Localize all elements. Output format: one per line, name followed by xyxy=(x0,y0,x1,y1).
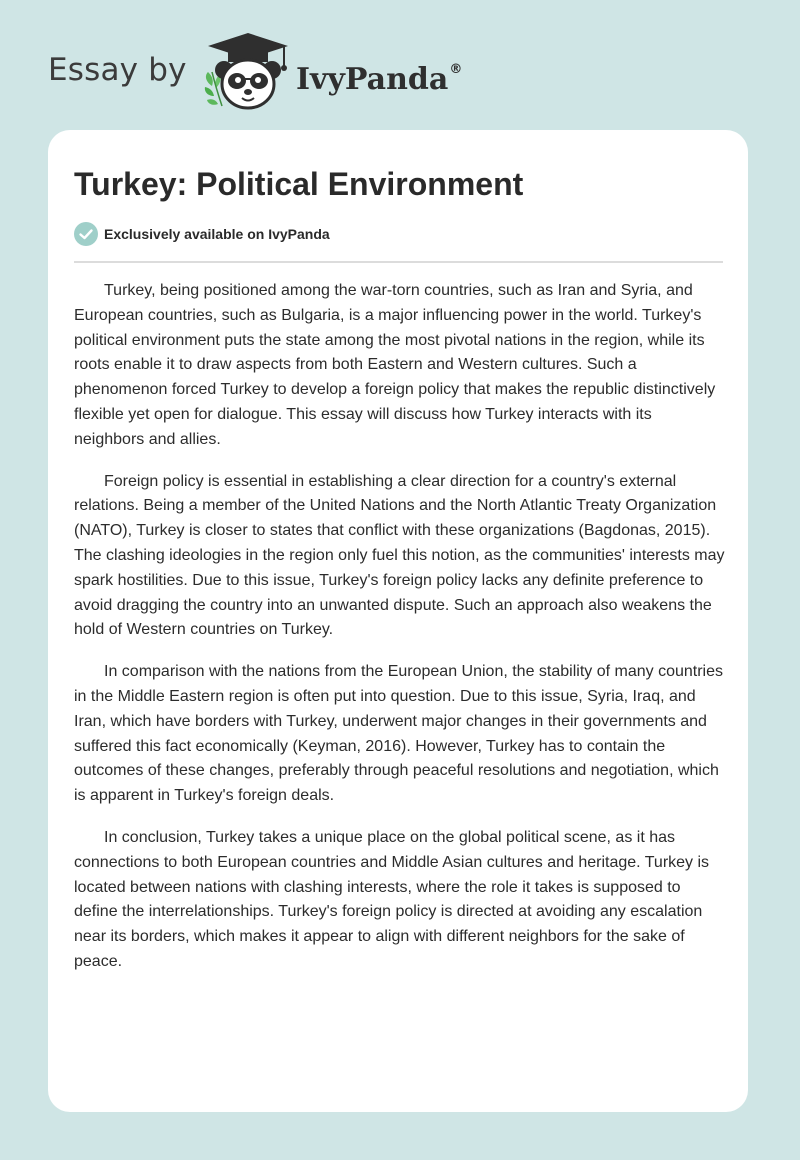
badge-text: Exclusively available on IvyPanda xyxy=(104,226,330,242)
essay-card xyxy=(48,130,748,1112)
divider xyxy=(74,261,723,263)
registered-mark: ® xyxy=(449,62,463,77)
essay-body xyxy=(74,279,726,992)
brand-name[interactable] xyxy=(296,50,462,100)
site-header xyxy=(0,0,800,130)
check-circle-icon xyxy=(74,222,98,246)
paragraph: In conclusion, Turkey takes a unique place on the global political scene, as it has connections to both European countries and Middle Asian cultures and heritage. Turkey is located between nations with clashing interests, where the role it takes is supposed to define the interrelationships. Turkey's foreign policy is directed at avoiding any escalation near its borders, which makes it appear to align with different neighbors for the sake of peace. xyxy=(74,828,710,970)
ivypanda-panda-logo-icon[interactable] xyxy=(198,30,298,112)
page-title: Turkey: Political Environment xyxy=(74,166,524,202)
brand-prefix: Essay by xyxy=(48,52,187,88)
brand-name-text: IvyPanda xyxy=(296,62,449,97)
exclusive-badge xyxy=(74,222,330,246)
paragraph: In comparison with the nations from the European Union, the stability of many countries in the Middle Eastern region is often put into question. Due to this issue, Syria, Iraq, and Iran, which have borders with Turkey, underwent major changes in their governments and suffered this fact economically (Keyman, 2016). However, Turkey has to contain the outcomes of these changes, preferably through peaceful resolutions and negotiation, which is apparent in Turkey's foreign deals. xyxy=(74,663,723,805)
paragraph: Turkey, being positioned among the war-torn countries, such as Iran and Syria, and European countries, such as Bulgaria, is a major influencing power in the world. Turkey's political environment puts the state among the most pivotal nations in the region, while its roots enable it to draw aspects from both Eastern and Western cultures. Such a phenomenon forced Turkey to develop a foreign policy that makes the republic distinctively flexible yet open for dialogue. This essay will discuss how Turkey interacts with its neighbors and allies. xyxy=(74,282,716,448)
paragraph: Foreign policy is essential in establishing a clear direction for a country's external relations. Being a member of the United Nations and the North Atlantic Treaty Organization (NATO), Turkey is closer to states that conflict with these organizations (Bagdonas, 2015). The clashing ideologies in the region only fuel this notion, as the communities' interests may spark hostilities. Due to this issue, Turkey's foreign policy lacks any definite preference to avoid dragging the country into an unwanted dispute. Such an approach also weakens the hold of Western countries on Turkey. xyxy=(74,472,725,639)
